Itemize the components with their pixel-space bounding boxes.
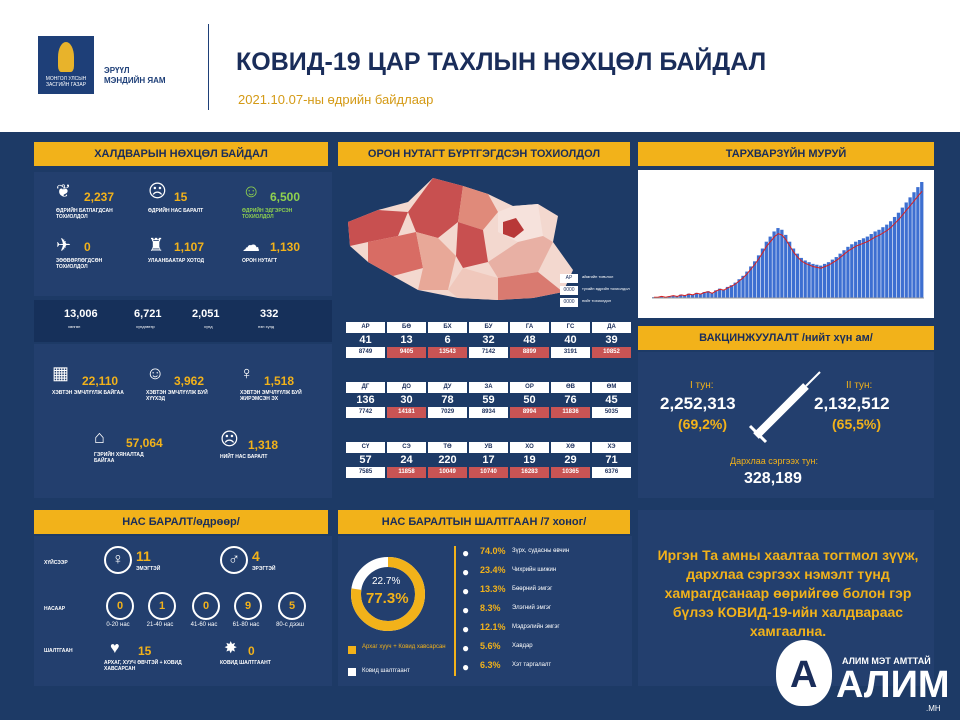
region-cell: [469, 382, 508, 418]
female-icon: ♀: [104, 546, 132, 574]
airplane-icon: ✈: [56, 235, 72, 255]
curve-bar: [807, 262, 810, 298]
region-code: АР: [346, 322, 385, 333]
severity-value: 332: [260, 308, 279, 320]
map-icon: ☁: [242, 235, 260, 255]
report-date: 2021.10.07-ны өдрийн байдлаар: [238, 92, 434, 107]
daily-confirmed: 2,237: [84, 190, 115, 204]
cause-percent: 13.3%: [480, 584, 506, 594]
curve-bar: [889, 221, 892, 298]
region-cell: [592, 382, 631, 418]
lungs-icon: ❦: [56, 181, 72, 201]
soyombo-icon: [58, 42, 74, 72]
legend-covid: Ковид шалтгаант: [362, 668, 410, 674]
region-today: 59: [482, 394, 495, 406]
curve-bar: [873, 231, 876, 298]
cause-percent: 74.0%: [480, 546, 506, 556]
region-total: 7142: [469, 347, 508, 358]
region-cell: [387, 322, 426, 358]
causes-title: НАС БАРАЛТЫН ШАЛТГААН /7 хоног/: [338, 510, 630, 534]
severity-bar: [34, 300, 332, 342]
ulaanbaatar-label: УЛААНБААТАР ХОТОД: [148, 258, 205, 264]
legend-text: тухайн өдрийн тохиолдол: [582, 286, 630, 291]
region-code: ДА: [592, 322, 631, 333]
mongolia-map: [338, 172, 632, 318]
hospitalized: 22,110: [82, 374, 119, 388]
legend-text: аймгийн товчлол: [582, 274, 614, 279]
ministry-name: ЭРҮҮЛ МЭНДИЙН ЯАМ: [104, 66, 166, 85]
comorbid-deaths: 15: [138, 644, 152, 658]
curve-bar: [862, 238, 865, 298]
cause-label: Бөөрний эмгэг: [512, 586, 553, 592]
male-icon: ♂: [220, 546, 248, 574]
region-today: 17: [482, 454, 495, 466]
organ-icon: ●: [462, 584, 470, 598]
virus-icon: ✸: [224, 640, 238, 657]
pregnant-label: ХЭВТЭН ЭМЧЛҮҮЛЖ БУЙ ЖИРЭМСЭН ЭХ: [240, 390, 302, 402]
cause-connector: [454, 546, 456, 676]
ulaanbaatar-cases: 1,107: [174, 240, 205, 254]
region-cell: [469, 442, 508, 478]
region-today: 41: [359, 334, 372, 346]
region-total: 8749: [346, 347, 385, 358]
region-cell: [346, 322, 385, 358]
region-code: ХӨ: [551, 442, 590, 453]
curve-bar: [827, 262, 830, 298]
severity-label: хүнд: [204, 324, 213, 329]
organ-icon: ●: [462, 660, 470, 674]
booster-count: 328,189: [744, 470, 802, 487]
region-today: 71: [605, 454, 618, 466]
region-total: 10852: [592, 347, 631, 358]
sex-label: ХҮЙСЭЭР: [44, 560, 68, 566]
curve-bar: [788, 242, 791, 298]
severity-label: нэн хүнд: [258, 324, 275, 329]
curve-bar: [866, 237, 869, 298]
region-total: 11858: [387, 467, 426, 478]
region-total: 13543: [428, 347, 467, 358]
cause-label: Хэт таргалалт: [512, 662, 552, 668]
region-code: ХО: [510, 442, 549, 453]
female-label: ЭМЭГТЭЙ: [136, 566, 161, 572]
hospitalized-label: ХЭВТЭН ЭМЧЛҮҮЛЖ БАЙГАА: [52, 390, 124, 396]
region-cell: [551, 322, 590, 358]
logo-text: МОНГОЛ УЛСЫН ЗАСГИЙН ГАЗАР: [45, 76, 87, 88]
deaths-panel: [34, 536, 332, 686]
dose1-label: I тун:: [690, 380, 714, 391]
region-today: 136: [356, 394, 375, 406]
region-total: 5035: [592, 407, 631, 418]
region-today: 24: [400, 454, 413, 466]
age-count: 9: [234, 592, 262, 620]
region-today: 6: [444, 334, 451, 346]
region-today: 57: [359, 454, 372, 466]
region-cell: [551, 382, 590, 418]
curve-bar: [800, 258, 803, 298]
pregnant-icon: ♀: [240, 363, 254, 383]
cause-label: ШАЛТГААН: [44, 648, 73, 654]
safety-message: Иргэн Та амны хаалтаа тогтмол зүүж, дархлаа сэргээх нэмэлт тунд хамрагдсанаар өөрийгөө болон гэр бүлээ КОВИД-19-ийн халдвараас хамгаална.: [657, 547, 919, 639]
curve-bar: [908, 197, 911, 298]
recovered-icon: ☺: [242, 181, 261, 201]
age-range: 61-80 нас: [232, 622, 260, 628]
infection-title: ХАЛДВАРЫН НӨХЦӨЛ БАЙДАЛ: [34, 142, 328, 166]
severity-value: 13,006: [64, 308, 98, 320]
alim-logo-icon: A: [776, 640, 832, 706]
children-hospitalized: 3,962: [174, 374, 205, 388]
curve-bar: [850, 244, 853, 298]
covid-only-deaths: 0: [248, 644, 255, 658]
donut-big: 77.3%: [366, 590, 409, 607]
brand-name: АЛИМ: [836, 664, 950, 706]
cause-label: Хавдар: [512, 643, 533, 649]
region-cell: [510, 442, 549, 478]
region-total: 10365: [551, 467, 590, 478]
legend-code: 0000: [560, 286, 578, 295]
curve-bar: [877, 230, 880, 298]
region-code: БХ: [428, 322, 467, 333]
region-cell: [346, 382, 385, 418]
curve-bar: [846, 247, 849, 298]
region-cell: [387, 442, 426, 478]
legend-swatch: [348, 646, 356, 654]
vaccine-title: ВАКЦИНЖУУЛАЛТ /нийт хүн ам/: [638, 326, 934, 350]
female-deaths: 11: [136, 548, 151, 564]
government-logo: [38, 36, 94, 94]
curve-bar: [881, 227, 884, 298]
dose1-percent: (69,2%): [678, 416, 728, 432]
covid-only-label: КОВИД ШАЛТГААНТ: [220, 660, 271, 666]
region-code: ДГ: [346, 382, 385, 393]
curve-bar: [769, 237, 772, 298]
region-total: 3191: [551, 347, 590, 358]
rural-cases: 1,130: [270, 240, 301, 254]
donut-small: 22.7%: [372, 576, 401, 587]
daily-stats: [34, 172, 332, 296]
region-total: 10049: [428, 467, 467, 478]
region-total: 7585: [346, 467, 385, 478]
age-range: 0-20 нас: [106, 622, 130, 628]
region-code: ХЭ: [592, 442, 631, 453]
region-cell: [510, 322, 549, 358]
page-title: КОВИД-19 ЦАР ТАХЛЫН НӨХЦӨЛ БАЙДАЛ: [236, 48, 767, 76]
region-total: 10740: [469, 467, 508, 478]
rural-label: ОРОН НУТАГТ: [242, 258, 278, 264]
organ-icon: ●: [462, 565, 470, 579]
daily-recovered-label: ӨДРИЙН ЭДГЭРСЭН ТОХИОЛДОЛ: [242, 208, 293, 220]
region-map: [338, 172, 632, 318]
curve-bar: [920, 182, 923, 298]
curve-bar: [835, 257, 838, 298]
region-cell: [428, 322, 467, 358]
region-today: 32: [482, 334, 495, 346]
curve-bar: [897, 213, 900, 298]
age-count: 1: [148, 592, 176, 620]
cause-percent: 5.6%: [480, 641, 501, 651]
age-count: 0: [192, 592, 220, 620]
curve-bar: [796, 254, 799, 298]
region-code: СЭ: [387, 442, 426, 453]
region-today: 45: [605, 394, 618, 406]
region-today: 19: [523, 454, 536, 466]
severity-value: 2,051: [192, 308, 220, 320]
organ-icon: ●: [462, 546, 470, 560]
region-code: ГС: [551, 322, 590, 333]
region-code: ЗА: [469, 382, 508, 393]
region-today: 78: [441, 394, 454, 406]
region-code: ОР: [510, 382, 549, 393]
legend-comorbid: Архаг хууч + Ковид хавсарсан: [362, 644, 446, 650]
dose1-count: 2,252,313: [660, 394, 736, 413]
region-code: ТӨ: [428, 442, 467, 453]
male-label: ЭРЭГТЭЙ: [252, 566, 276, 572]
age-range: 80-с дээш: [276, 622, 304, 628]
region-cell: [592, 322, 631, 358]
curve-bar: [893, 217, 896, 298]
region-today: 13: [400, 334, 413, 346]
regions-title: ОРОН НУТАГТ БҮРТГЭГДСЭН ТОХИОЛДОЛ: [338, 142, 630, 166]
dose2-label: II тун:: [846, 380, 873, 391]
region-code: ӨВ: [551, 382, 590, 393]
brand-domain: .МН: [926, 704, 941, 713]
imported-cases: 0: [84, 240, 91, 254]
region-cell: [346, 442, 385, 478]
curve-bar: [792, 249, 795, 298]
daily-confirmed-label: ӨДРИЙН БАТЛАГДСАН ТОХИОЛДОЛ: [56, 208, 113, 220]
region-today: 40: [564, 334, 577, 346]
region-code: УВ: [469, 442, 508, 453]
severity-label: хүндэвтэр: [136, 324, 155, 329]
legend-swatch: [348, 668, 356, 676]
organ-icon: ●: [462, 603, 470, 617]
child-icon: ☺: [146, 363, 165, 383]
age-range: 41-60 нас: [190, 622, 218, 628]
legend-code: АР: [560, 274, 578, 283]
region-code: БӨ: [387, 322, 426, 333]
epi-curve-chart: [638, 170, 934, 318]
death-icon: ☹: [220, 429, 239, 449]
region-today: 220: [438, 454, 457, 466]
region-cell: [551, 442, 590, 478]
curve-bar: [839, 254, 842, 298]
epi-curve-svg: [638, 170, 934, 318]
curve-bar: [780, 230, 783, 298]
age-count: 0: [106, 592, 134, 620]
age-label: НАСААР: [44, 606, 66, 612]
vaccine-panel: [638, 352, 934, 498]
region-code: СҮ: [346, 442, 385, 453]
region-total: 7742: [346, 407, 385, 418]
curve-bar: [819, 266, 822, 298]
death-icon: ☹: [148, 181, 167, 201]
region-code: ГА: [510, 322, 549, 333]
curve-bar: [831, 260, 834, 298]
curve-bar: [776, 228, 779, 298]
region-code: БУ: [469, 322, 508, 333]
total-deaths: 1,318: [248, 438, 279, 452]
curve-bar: [842, 250, 845, 298]
divider: [208, 24, 209, 110]
home-icon: ⌂: [94, 427, 105, 447]
header: [0, 0, 960, 132]
curve-bar: [772, 231, 775, 298]
organ-icon: ●: [462, 622, 470, 636]
region-total: 14181: [387, 407, 426, 418]
region-cell: [592, 442, 631, 478]
causes-panel: [338, 536, 632, 686]
curve-bar: [765, 242, 768, 298]
city-icon: ♜: [148, 235, 165, 255]
region-cell: [428, 382, 467, 418]
cause-label: Элэгний эмгэг: [512, 605, 552, 611]
severity-label: хөнгөн: [68, 324, 81, 329]
region-total: 8994: [510, 407, 549, 418]
cause-label: Чихрийн шижин: [512, 567, 557, 573]
home-label: ГЭРИЙН ХЯНАЛТАД БАЙГАА: [94, 452, 144, 464]
daily-deaths: 15: [174, 190, 188, 204]
region-total: 11836: [551, 407, 590, 418]
curve-bar: [761, 249, 764, 298]
age-count: 5: [278, 592, 306, 620]
region-grid: [338, 322, 632, 492]
curve-bar: [815, 265, 818, 298]
region-cell: [387, 382, 426, 418]
region-code: ӨМ: [592, 382, 631, 393]
region-cell: [428, 442, 467, 478]
curve-bar: [784, 235, 787, 298]
cause-percent: 8.3%: [480, 603, 501, 613]
region-today: 76: [564, 394, 577, 406]
curve-bar: [905, 202, 908, 298]
region-total: 16283: [510, 467, 549, 478]
curve-bar: [870, 234, 873, 298]
cause-percent: 23.4%: [480, 565, 506, 575]
curve-title: ТАРХВАРЗҮЙН МУРУЙ: [638, 142, 934, 166]
deaths-title: НАС БАРАЛТ/өдрөөр/: [34, 510, 328, 534]
booster-label: Дархлаа сэргээх тун:: [730, 456, 819, 466]
region-code: ДУ: [428, 382, 467, 393]
severity-value: 6,721: [134, 308, 162, 320]
region-cell: [469, 322, 508, 358]
heart-icon: ♥: [110, 640, 120, 657]
children-label: ХЭВТЭН ЭМЧЛҮҮЛЖ БУЙ ХҮҮХЭД: [146, 390, 208, 402]
curve-bar: [823, 264, 826, 298]
curve-bar: [757, 255, 760, 298]
comorbid-label: АРХАГ, ХУУЧ ӨВЧТЭЙ + КОВИД ХАВСАРСАН: [104, 660, 182, 672]
region-total: 7029: [428, 407, 467, 418]
male-deaths: 4: [252, 548, 260, 564]
cause-percent: 12.1%: [480, 622, 506, 632]
legend-code: 0000: [560, 298, 578, 307]
cause-label: Мэдрэлийн эмгэг: [512, 624, 560, 630]
home-monitoring: 57,064: [126, 436, 163, 450]
imported-label: ЗӨӨВӨРЛӨГДСӨН ТОХИОЛДОЛ: [56, 258, 103, 270]
organ-icon: ●: [462, 641, 470, 655]
curve-bar: [885, 225, 888, 298]
curve-bar: [811, 264, 814, 298]
curve-bar: [753, 261, 756, 298]
region-today: 29: [564, 454, 577, 466]
region-cell: [510, 382, 549, 418]
region-today: 39: [605, 334, 618, 346]
brand-tagline: АЛИМ МЭТ АМТТАЙ: [842, 656, 931, 666]
region-total: 9405: [387, 347, 426, 358]
legend-text: нийт тохиолдол: [582, 298, 612, 303]
dose2-count: 2,132,512: [814, 394, 890, 413]
hospital-stats: [34, 344, 332, 498]
dose2-percent: (65,5%): [832, 416, 882, 432]
cause-percent: 6.3%: [480, 660, 501, 670]
region-total: 8899: [510, 347, 549, 358]
region-today: 30: [400, 394, 413, 406]
curve-bar: [858, 240, 861, 298]
cause-label: Зүрх, судасны өвчин: [512, 548, 570, 554]
daily-deaths-label: ӨДРИЙН НАС БАРАЛТ: [148, 208, 204, 214]
curve-bar: [912, 192, 915, 298]
region-code: ДО: [387, 382, 426, 393]
pregnant-hospitalized: 1,518: [264, 374, 295, 388]
region-today: 50: [523, 394, 536, 406]
curve-bar: [916, 187, 919, 298]
daily-recovered: 6,500: [270, 190, 301, 204]
hospital-icon: ▦: [52, 363, 70, 383]
region-today: 48: [523, 334, 536, 346]
region-total: 8934: [469, 407, 508, 418]
curve-bar: [901, 208, 904, 298]
curve-bar: [722, 289, 725, 298]
curve-bar: [854, 242, 857, 298]
region-total: 6376: [592, 467, 631, 478]
age-range: 21-40 нас: [146, 622, 174, 628]
total-deaths-label: НИЙТ НАС БАРАЛТ: [220, 454, 268, 460]
curve-bar: [804, 260, 807, 298]
